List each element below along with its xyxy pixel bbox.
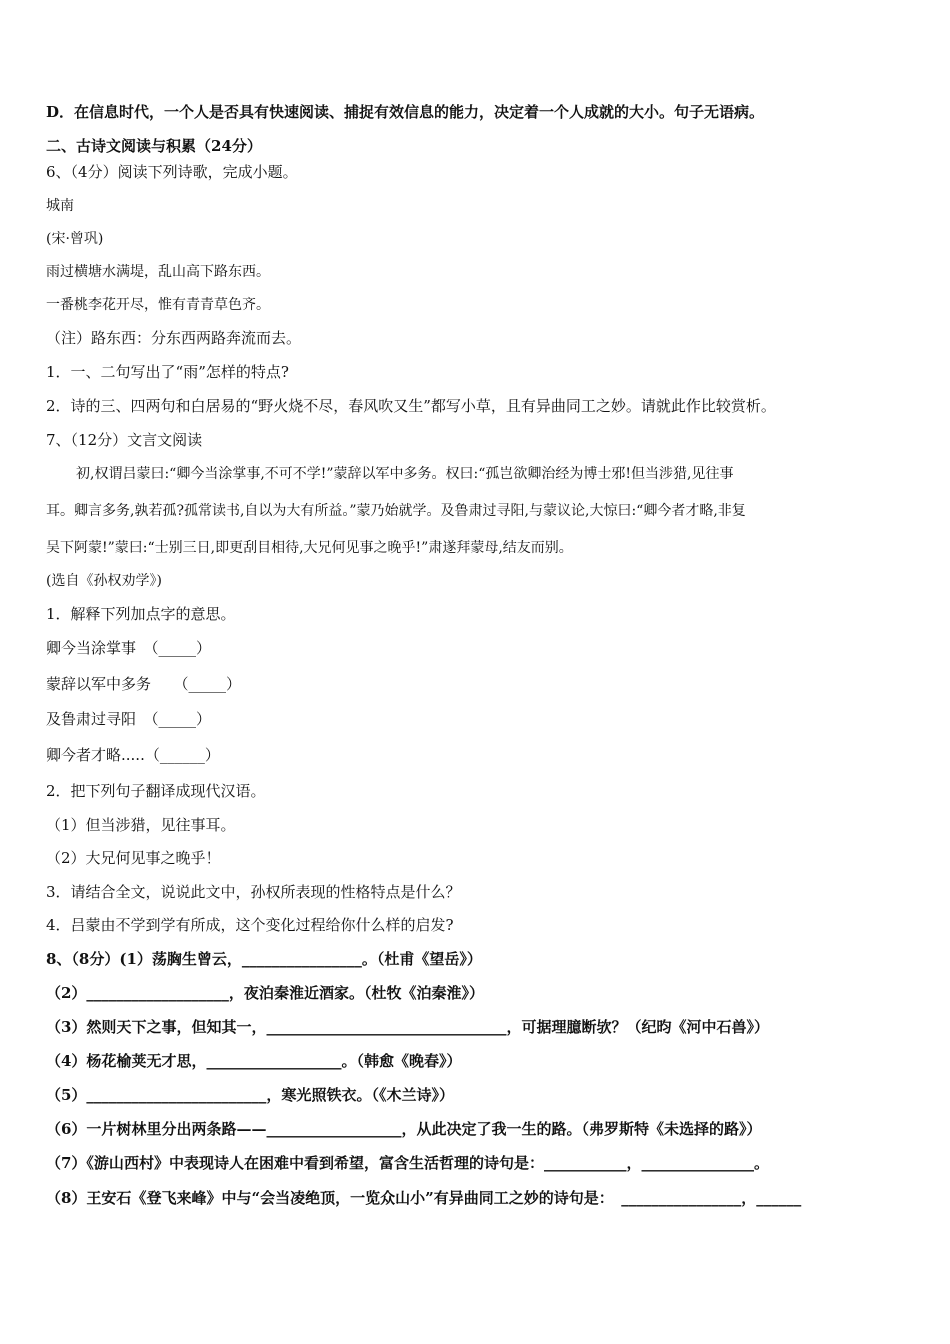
word-item-4: 卿今者才略.....（______）	[46, 746, 220, 764]
translate-item-2: （2）大兄何见事之晚乎！	[46, 849, 221, 867]
translate-item-1: （1）但当涉猎，见往事耳。	[46, 816, 236, 834]
question-7-4: 4．吕蒙由不学到学有所成，这个变化过程给你什么样的启发?	[46, 916, 454, 934]
question-8-6: （6）一片树林里分出两条路——__________________，从此决定了我一生的路。（弗罗斯特《未选择的路》）	[46, 1120, 762, 1138]
question-6-2: 2．诗的三、四两句和白居易的“野火烧不尽，春风吹又生”都写小草，且有异曲同工之妙。请就此作比较赏析。	[46, 397, 776, 415]
poem-line-2: 一番桃李花开尽，惟有青青草色齐。	[46, 297, 270, 313]
question-8-7: （7）《游山西村》中表现诗人在困难中看到希望，富含生活哲理的诗句是：___________，_______________。	[46, 1154, 769, 1172]
question-7-3: 3．请结合全文，说说此文中，孙权所表现的性格特点是什么？	[46, 883, 461, 901]
question-7-2: 2．把下列句子翻译成现代汉语。	[46, 782, 266, 800]
word-item-2: 蒙辞以军中多务 （_____）	[46, 675, 242, 693]
poem-line-1: 雨过横塘水满堤，乱山高下路东西。	[46, 264, 270, 280]
question-8-5: （5）________________________，寒光照铁衣。（《木兰诗》）	[46, 1086, 454, 1104]
question-8-2: （2）___________________，夜泊秦淮近酒家。（杜牧《泊秦淮》）	[46, 984, 484, 1002]
poem-title: 城南	[46, 198, 74, 214]
question-7-heading: 7、（12分）文言文阅读	[46, 431, 203, 449]
option-d: D．在信息时代，一个人是否具有快速阅读、捕捉有效信息的能力，决定着一个人成就的大小。句子无语病。	[46, 103, 765, 121]
question-8-1: 8、（8分）(1）荡胸生曾云，________________。（杜甫《望岳》）	[46, 950, 482, 968]
question-8-3: （3）然则天下之事，但知其一，________________________________，可据理臆断欤？（纪昀《河中石兽》）	[46, 1018, 769, 1036]
classical-text-line-1: 初,权谓吕蒙曰:“卿今当涂掌事,不可不学!”蒙辞以军中多务。权曰:“孤岂欲卿治经为博士邪!但当涉猎,见往事	[76, 466, 734, 482]
classical-text-line-2: 耳。卿言多务,孰若孤?孤常读书,自以为大有所益。”蒙乃始就学。及鲁肃过寻阳,与蒙议论,大惊曰:“卿今者才略,非复	[46, 503, 746, 519]
poem-note: （注）路东西：分东西两路奔流而去。	[46, 329, 302, 347]
word-item-3: 及鲁肃过寻阳 （_____）	[46, 710, 212, 728]
question-7-1: 1．解释下列加点字的意思。	[46, 605, 236, 623]
word-item-1: 卿今当涂掌事 （_____）	[46, 639, 212, 657]
question-6-1: 1．一、二句写出了“雨”怎样的特点?	[46, 363, 289, 381]
classical-text-line-3: 吴下阿蒙!”蒙曰:“士别三日,即更刮目相待,大兄何见事之晚乎!”肃遂拜蒙母,结友而别。	[46, 540, 573, 556]
text-source: (选自《孙权劝学》)	[46, 573, 162, 589]
question-8-4: （4）杨花榆荚无才思，__________________。（韩愈《晚春》）	[46, 1052, 462, 1070]
section-heading: 二、古诗文阅读与积累（24分）	[46, 137, 262, 155]
poem-author: (宋·曾巩)	[46, 231, 104, 247]
question-6-heading: 6、（4分）阅读下列诗歌，完成小题。	[46, 163, 298, 181]
question-8-8: （8）王安石《登飞来峰》中与“会当凌绝顶，一览众山小”有异曲同工之妙的诗句是： ________________，______	[46, 1189, 802, 1207]
